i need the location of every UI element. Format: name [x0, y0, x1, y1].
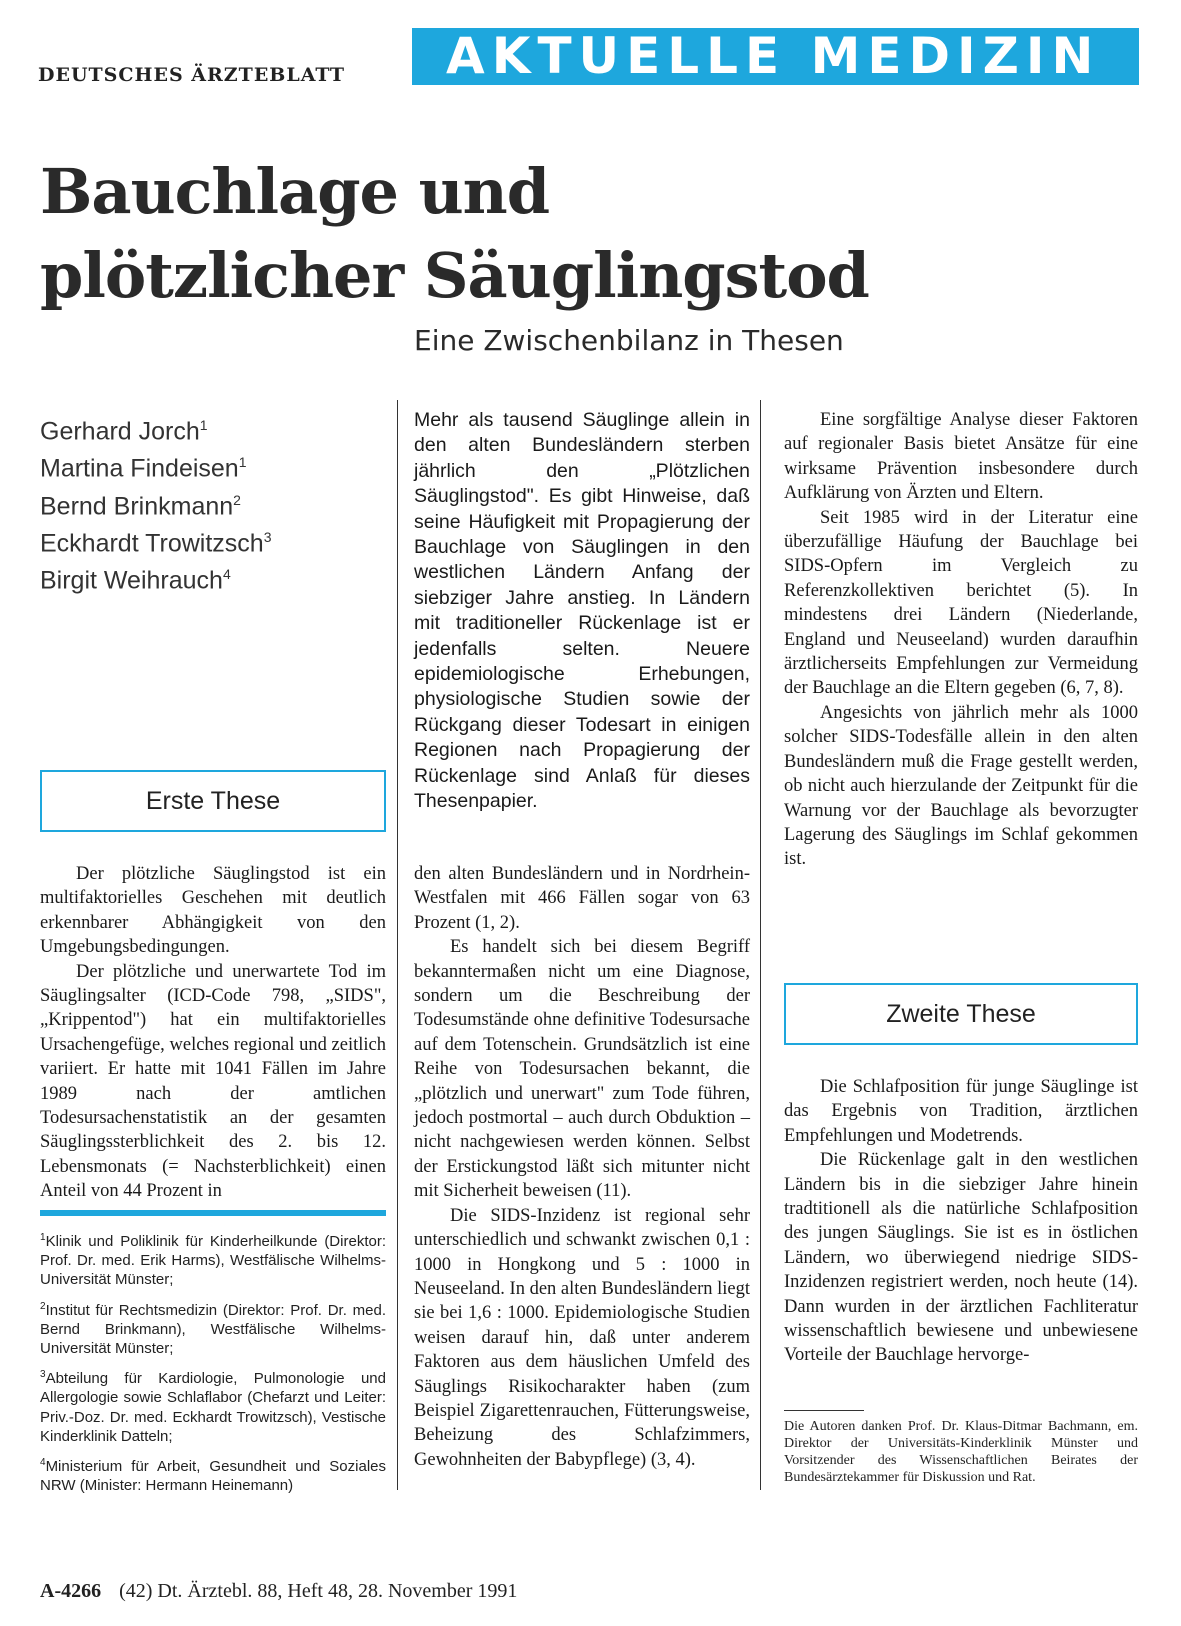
column-1-body [40, 862, 386, 1204]
title-line-2: plötzlicher Säuglingstod [40, 239, 869, 312]
footnote: $^1$Klinik und Poliklinik für Kinderheilkunde (Direktor: Prof. Dr. med. Erik Harms), Westfälische Wilhelms-Universität Münster; [40, 1232, 386, 1289]
column-3-lower-body [784, 1075, 1138, 1368]
acknowledgement-rule [784, 1410, 864, 1411]
paragraph: Angesichts von jährlich mehr als 1000 solcher SIDS-Todesfälle allein in den alten Bundesländern muß die Frage gestellt werden, ob nicht auch hierzulande der Zeitpunkt für die Warnung vor der Bauchlage als bevorzugter Lagerung des Säuglings im Schlaf gekommen ist. [784, 702, 1138, 870]
footnotes [40, 1228, 386, 1502]
paragraph: Der plötzliche Säuglingstod ist ein multifaktorielles Geschehen mit deutlich erkennbarer Abhängigkeit von den Umgebungsbedingungen. [40, 864, 386, 958]
author: Eckhardt Trowitzsch$^3$ [40, 528, 272, 558]
intro-text: Mehr als tausend Säuglinge allein in den alten Bundesländern sterben jährlich den „Plötzlichen Säuglingstod". Es gibt Hinweise, daß seine Häufigkeit mit Propagierung der Bauchlage von Säuglingen in den westlichen Ländern Anfang der siebziger Jahre anstieg. In Ländern mit traditioneller Rückenlage ist er jedenfalls selten. Neuere epidemiologische Erhebungen, physiologische Studien sowie der Rückgang dieser Todesart in einigen Regionen nach Propagierung der Rückenlage sind Anlaß für dieses Thesenpapier. [414, 409, 750, 813]
author: Martina Findeisen$^1$ [40, 454, 247, 483]
paragraph: Die Rückenlage galt in den westlichen Ländern bis in die siebziger Jahre hinein tradtitionell als die natürliche Schlafposition des jungen Säuglings. Sie ist es in östlichen Ländern, wo überwiegend niedrige SIDS-Inzidenzen registriert werden, noch heute (14). Dann wurden in der ärztlichen Fachliteratur wissenschaftlich bewiesene und unbewiesene Vorteile der Bauchlage hervorge- [784, 1150, 1138, 1366]
author: Birgit Weihrauch$^4$ [40, 566, 231, 595]
paragraph: Die Schlafposition für junge Säuglinge ist das Ergebnis von Tradition, ärztlichen Empfehlungen und Modetrends. [784, 1077, 1138, 1146]
author-list [40, 410, 380, 597]
paragraph: den alten Bundesländern und in Nordrhein-Westfalen mit 466 Fällen sogar von 63 Prozent (1, 2). [414, 864, 750, 933]
thesis-2-heading: Zweite These [784, 983, 1138, 1045]
acknowledgement: Die Autoren danken Prof. Dr. Klaus-Ditmar Bachmann, em. Direktor der Universitäts-Kinderklinik Münster und Vorsitzender des Wissenschaftlichen Beirates der Bundesärztekammer für Diskussion und Rat. [784, 1419, 1138, 1485]
paragraph: Es handelt sich bei diesem Begriff bekanntermaßen nicht um eine Diagnose, sondern um die Beschreibung der Todesumstände ohne definitive Todesursache auf dem Totenschein. Grundsätzlich ist eine Reihe von Todesursachen bekannt, die „plötzlich und unerwart" zum Tode führen, jedoch postmortal – auch durch Obduktion – nicht nachgewiesen werden können. Selbst der Erstickungstod läßt sich mitunter nicht mit Sicherheit beweisen (11). [414, 937, 750, 1202]
footnote: $^4$Ministerium für Arbeit, Gesundheit und Soziales NRW (Minister: Hermann Heinemann) [40, 1457, 386, 1495]
paragraph: Die SIDS-Inzidenz ist regional sehr unterschiedlich und schwankt zwischen 0,1 : 1000 in Hongkong und 5 : 1000 in Neuseeland. In den alten Bundesländern liegt sie bei 1,6 : 1000. Epidemiologische Studien weisen darauf hin, daß unter anderem Faktoren aus dem häuslichen Umfeld des Säuglings Risikocharakter haben (zum Beispiel Zigarettenrauchen, Fütterungsweise, Beheizung des Schlafzimmers, Gewohnheiten der Babypflege) (3, 4). [414, 1205, 750, 1470]
thesis-1-heading: Erste These [40, 770, 386, 832]
footnote-bar [40, 1210, 386, 1216]
footnote: $^2$Institut für Rechtsmedizin (Direktor: Prof. Dr. med. Bernd Brinkmann), Westfälische Wilhelms-Universität Münster; [40, 1300, 386, 1358]
footnote: $^3$Abteilung für Kardiologie, Pulmonologie und Allergologie sowie Schlaflabor (Chefarzt und Leiter: Priv.-Doz. Dr. med. Eckhardt Trowitzsch), Vestische Kinderklinik Datteln; [40, 1369, 386, 1445]
journal-name: DEUTSCHES ÄRZTEBLATT [38, 64, 346, 86]
column-rule [760, 400, 761, 1490]
paragraph: Der plötzliche und unerwartete Tod im Säuglingsalter (ICD-Code 798, „SIDS", „Krippentod") hat ein multifaktorielles Ursachengefüge, welches regional und zeitlich variiert. Er hatte mit 1041 Fällen im Jahre 1989 nach der amtlichen Todesursachenstatistik an der gesamten Säuglingssterblichkeit des 2. bis 12. Lebensmonats (= Nachsterblichkeit) einen Anteil von 44 Prozent in [40, 961, 386, 1202]
page-number: A-4266 [40, 1580, 102, 1602]
column-3-body [784, 408, 1138, 872]
column-rule [397, 400, 398, 1490]
article-subtitle: Eine Zwischenbilanz in Thesen [414, 324, 844, 357]
column-2-body [414, 862, 750, 1472]
citation: (42) Dt. Ärztebl. 88, Heft 48, 28. November 1991 [119, 1580, 518, 1602]
paragraph: Seit 1985 wird in der Literatur eine überzufällige Häufung der Bauchlage bei SIDS-Opfern im Vergleich zu Referenzkollektiven berichtet (5). In mindestens drei Ländern (Niederlande, England und Neuseeland) wurden daraufhin ärztlicherseits Empfehlungen zur Vermeidung der Bauchlage an die Eltern gegeben (6, 7, 8). [784, 507, 1138, 699]
paragraph: Eine sorgfältige Analyse dieser Faktoren auf regionaler Basis bietet Ansätze für eine wirksame Prävention insbesondere durch Aufklärung von Ärzten und Eltern. [784, 410, 1138, 504]
section-banner: AKTUELLE MEDIZIN [412, 28, 1139, 85]
author: Bernd Brinkmann$^2$ [40, 491, 241, 520]
page-footer [40, 1580, 517, 1603]
article-title [40, 150, 1140, 318]
author: Gerhard Jorch$^1$ [40, 417, 208, 446]
title-line-1: Bauchlage und [40, 155, 550, 228]
